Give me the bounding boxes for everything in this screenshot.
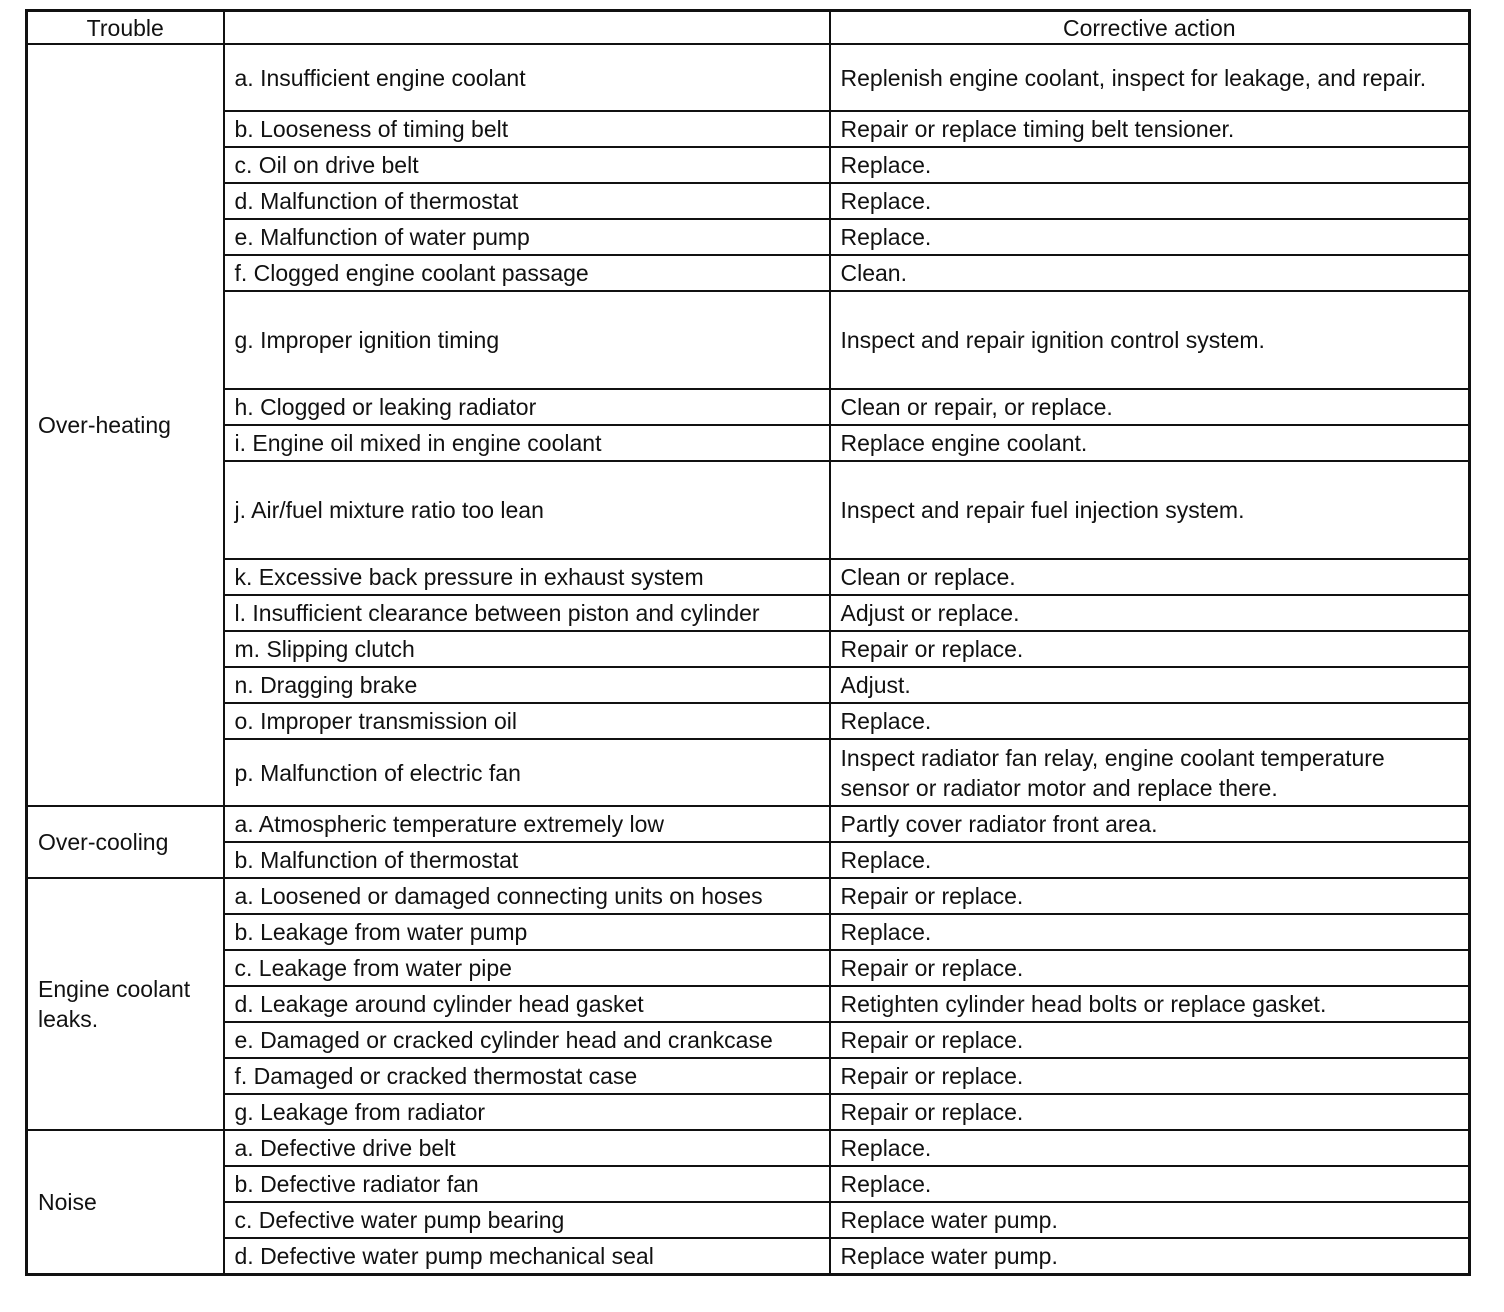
trouble-cell: Over-cooling (27, 806, 224, 878)
action-cell: Replace engine coolant. (830, 425, 1470, 461)
cause-cell: n. Dragging brake (224, 667, 830, 703)
action-cell: Adjust. (830, 667, 1470, 703)
troubleshooting-table (25, 9, 1471, 1276)
action-cell: Replace. (830, 219, 1470, 255)
cause-cell: a. Loosened or damaged connecting units on hoses (224, 878, 830, 914)
cause-cell: o. Improper transmission oil (224, 703, 830, 739)
table-row (27, 425, 1470, 461)
cause-cell: a. Atmospheric temperature extremely low (224, 806, 830, 842)
table-row (27, 878, 1470, 914)
table-row (27, 1094, 1470, 1130)
cause-cell: c. Leakage from water pipe (224, 950, 830, 986)
table-row (27, 1166, 1470, 1202)
trouble-cell: Engine coolant leaks. (27, 878, 224, 1130)
action-cell: Replace. (830, 147, 1470, 183)
cause-cell: d. Defective water pump mechanical seal (224, 1238, 830, 1275)
header-cause (224, 11, 830, 45)
cause-cell: a. Insufficient engine coolant (224, 44, 830, 111)
cause-cell: c. Oil on drive belt (224, 147, 830, 183)
table-row (27, 595, 1470, 631)
table-row (27, 44, 1470, 111)
table-header-row (27, 11, 1470, 45)
cause-cell: c. Defective water pump bearing (224, 1202, 830, 1238)
action-cell: Replace water pump. (830, 1238, 1470, 1275)
action-cell: Replenish engine coolant, inspect for leakage, and repair. (830, 44, 1470, 111)
table-row (27, 806, 1470, 842)
header-trouble: Trouble (27, 11, 224, 45)
table-row (27, 389, 1470, 425)
cause-cell: b. Malfunction of thermostat (224, 842, 830, 878)
cause-cell: b. Leakage from water pump (224, 914, 830, 950)
action-cell: Repair or replace. (830, 1058, 1470, 1094)
cause-cell: b. Looseness of timing belt (224, 111, 830, 147)
action-cell: Partly cover radiator front area. (830, 806, 1470, 842)
table-row (27, 183, 1470, 219)
action-cell: Repair or replace. (830, 631, 1470, 667)
action-cell: Repair or replace. (830, 878, 1470, 914)
table-row (27, 461, 1470, 559)
header-corrective-action: Corrective action (830, 11, 1470, 45)
action-cell: Replace water pump. (830, 1202, 1470, 1238)
table-row (27, 739, 1470, 806)
cause-cell: d. Malfunction of thermostat (224, 183, 830, 219)
table-row (27, 1130, 1470, 1166)
action-cell: Replace. (830, 1130, 1470, 1166)
cause-cell: f. Damaged or cracked thermostat case (224, 1058, 830, 1094)
table-row (27, 1058, 1470, 1094)
action-cell: Replace. (830, 183, 1470, 219)
cause-cell: p. Malfunction of electric fan (224, 739, 830, 806)
cause-cell: g. Leakage from radiator (224, 1094, 830, 1130)
action-cell: Adjust or replace. (830, 595, 1470, 631)
action-cell: Clean or repair, or replace. (830, 389, 1470, 425)
cause-cell: a. Defective drive belt (224, 1130, 830, 1166)
table-row (27, 559, 1470, 595)
table-row (27, 986, 1470, 1022)
table-row (27, 1202, 1470, 1238)
action-cell: Clean or replace. (830, 559, 1470, 595)
table-row (27, 914, 1470, 950)
table-row (27, 111, 1470, 147)
table-row (27, 1238, 1470, 1275)
cause-cell: f. Clogged engine coolant passage (224, 255, 830, 291)
cause-cell: g. Improper ignition timing (224, 291, 830, 389)
cause-cell: l. Insufficient clearance between piston and cylinder (224, 595, 830, 631)
action-cell: Repair or replace. (830, 1022, 1470, 1058)
action-cell: Retighten cylinder head bolts or replace gasket. (830, 986, 1470, 1022)
action-cell: Replace. (830, 703, 1470, 739)
cause-cell: b. Defective radiator fan (224, 1166, 830, 1202)
cause-cell: k. Excessive back pressure in exhaust system (224, 559, 830, 595)
table-row (27, 219, 1470, 255)
action-cell: Replace. (830, 842, 1470, 878)
cause-cell: e. Damaged or cracked cylinder head and crankcase (224, 1022, 830, 1058)
cause-cell: d. Leakage around cylinder head gasket (224, 986, 830, 1022)
action-cell: Clean. (830, 255, 1470, 291)
cause-cell: h. Clogged or leaking radiator (224, 389, 830, 425)
trouble-cell: Over-heating (27, 44, 224, 806)
table-row (27, 842, 1470, 878)
table-row (27, 631, 1470, 667)
table-row (27, 255, 1470, 291)
table-row (27, 1022, 1470, 1058)
trouble-cell: Noise (27, 1130, 224, 1275)
table-row (27, 667, 1470, 703)
action-cell: Inspect and repair ignition control system. (830, 291, 1470, 389)
action-cell: Repair or replace. (830, 1094, 1470, 1130)
table-row (27, 147, 1470, 183)
table-row (27, 703, 1470, 739)
action-cell: Inspect radiator fan relay, engine coolant temperature sensor or radiator motor and replace there. (830, 739, 1470, 806)
action-cell: Replace. (830, 1166, 1470, 1202)
table-row (27, 291, 1470, 389)
action-cell: Replace. (830, 914, 1470, 950)
cause-cell: e. Malfunction of water pump (224, 219, 830, 255)
cause-cell: m. Slipping clutch (224, 631, 830, 667)
action-cell: Repair or replace. (830, 950, 1470, 986)
action-cell: Inspect and repair fuel injection system. (830, 461, 1470, 559)
table-row (27, 950, 1470, 986)
cause-cell: j. Air/fuel mixture ratio too lean (224, 461, 830, 559)
cause-cell: i. Engine oil mixed in engine coolant (224, 425, 830, 461)
action-cell: Repair or replace timing belt tensioner. (830, 111, 1470, 147)
